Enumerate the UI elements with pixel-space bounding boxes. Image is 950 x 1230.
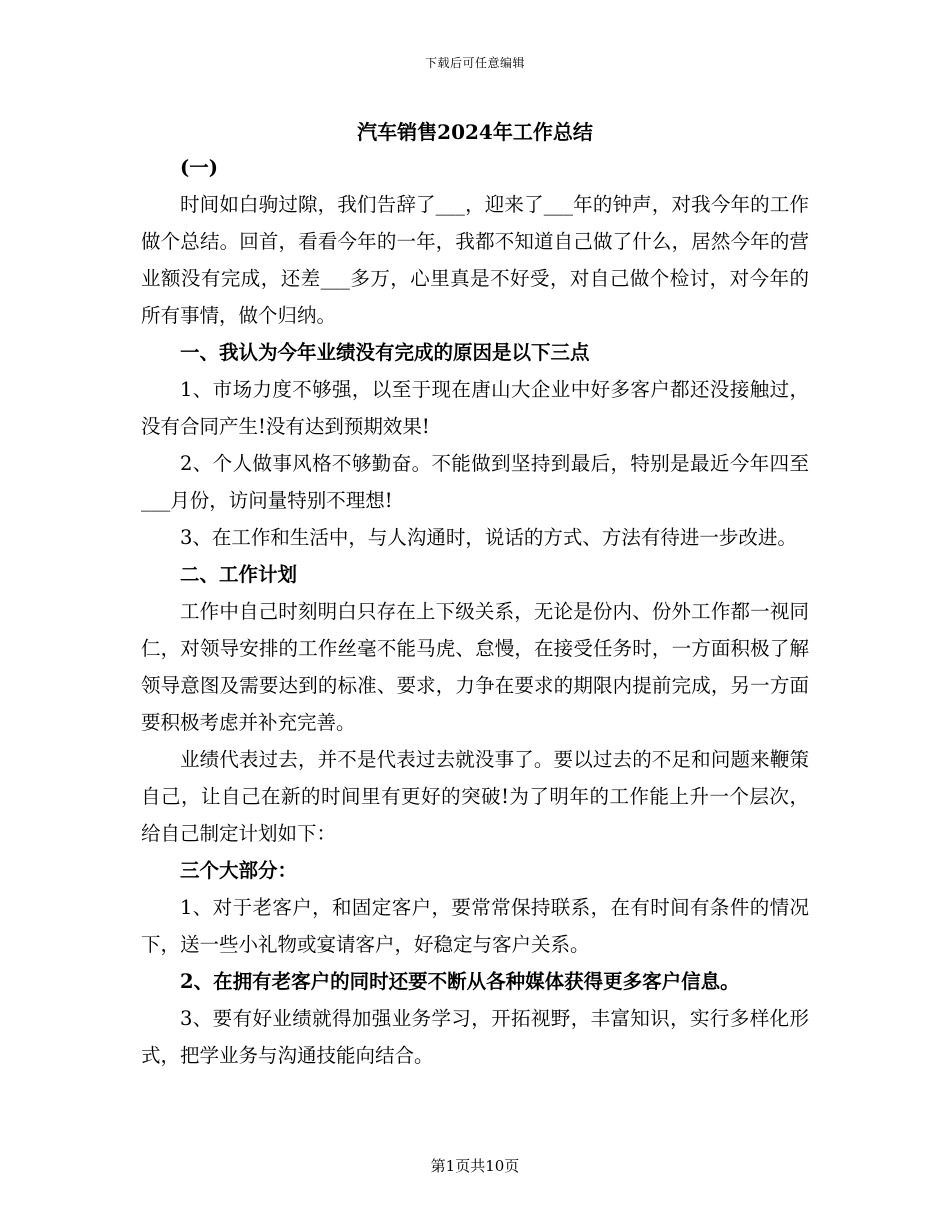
page-number: 第1页共10页 — [430, 1157, 520, 1175]
document-body — [141, 149, 809, 1074]
paragraph: 3、要有好业绩就得加强业务学习，开拓视野，丰富知识，实行多样化形式，把学业务与沟通技能向结合。 — [141, 1007, 809, 1067]
paragraph: 二、工作计划 — [180, 563, 298, 586]
paragraph: 一、我认为今年业绩没有完成的原因是以下三点 — [180, 341, 590, 364]
page-header: 下载后可任意编辑 — [424, 56, 525, 70]
paragraph: 时间如白驹过隙，我们告辞了___，迎来了___年的钟声，对我今年的工作做个总结。回首，看看今年的一年，我都不知道自己做了什么，居然今年的营业额没有完成，还差___多万，心里真是不好受，对自己做个检讨，对今年的所有事情，做个归纳。 — [141, 193, 809, 327]
paragraph: 2、在拥有老客户的同时还要不断从各种媒体获得更多客户信息。 — [180, 970, 740, 993]
document-title: 汽车销售2024年工作总结 — [357, 120, 593, 144]
paragraph: 业绩代表过去，并不是代表过去就没事了。要以过去的不足和问题来鞭策自己，让自己在新的时间里有更好的突破!为了明年的工作能上升一个层次，给自己制定计划如下： — [141, 748, 809, 845]
paragraph: 工作中自己时刻明白只存在上下级关系，无论是份内、份外工作都一视同仁，对领导安排的工作丝毫不能马虎、怠慢，在接受任务时，一方面积极了解领导意图及需要达到的标准、要求，力争在要求的期限内提前完成，另一方面要积极考虑并补充完善。 — [141, 600, 809, 734]
paragraph: 1、市场力度不够强，以至于现在唐山大企业中好多客户都还没接触过，没有合同产生!没有达到预期效果! — [141, 378, 809, 438]
paragraph: 1、对于老客户，和固定客户，要常常保持联系，在有时间有条件的情况下，送一些小礼物或宴请客户，好稳定与客户关系。 — [141, 896, 809, 956]
paragraph: 2、个人做事风格不够勤奋。不能做到坚持到最后，特别是最近今年四至___月份，访问量特别不理想! — [141, 452, 809, 512]
paragraph: (一) — [180, 156, 218, 179]
paragraph: 三个大部分： — [180, 859, 298, 882]
paragraph: 3、在工作和生活中，与人沟通时，说话的方式、方法有待进一步改进。 — [180, 526, 797, 549]
